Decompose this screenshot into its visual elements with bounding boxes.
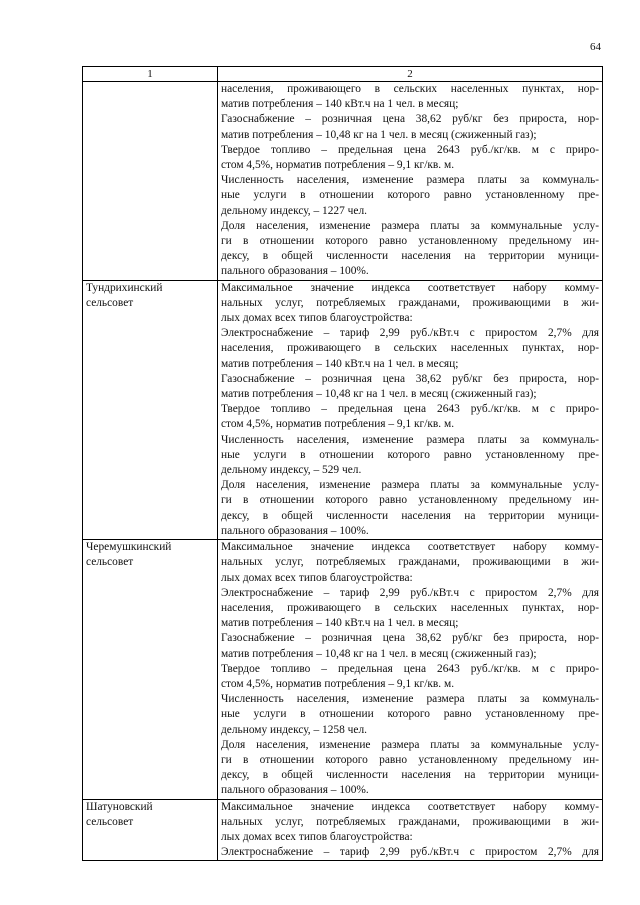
municipality-name-line: сельсовет [86, 556, 134, 569]
text-line: Доля населения, изменение размера платы за коммунальные услу- [221, 738, 599, 751]
description-cell [218, 280, 603, 539]
municipality-name-line: сельсовет [86, 296, 134, 309]
text-line: нальных услуг, потребляемых гражданами, проживающими в жи- [221, 296, 599, 309]
municipality-name-cell [83, 799, 218, 861]
text-line: Электроснабжение – тариф 2,99 руб./кВт.ч с приростом 2,7% для [221, 586, 599, 599]
description-cell [218, 82, 603, 281]
text-line: пального образования – 100%. [221, 265, 369, 278]
text-line: лых домах всех типов благоустройства: [221, 312, 413, 325]
text-line: стом 4,5%, норматив потребления – 9,1 кг/кв. м. [221, 677, 455, 690]
text-line: матив потребления – 140 кВт.ч на 1 чел. в месяц; [221, 357, 459, 370]
document-table [82, 66, 603, 861]
municipality-name-cell [83, 280, 218, 539]
column-header-1: 1 [83, 67, 218, 82]
text-line: Максимальное значение индекса соответствует набору комму- [221, 281, 599, 294]
text-line: Газоснабжение – розничная цена 38,62 руб/кг без прироста, нор- [221, 372, 599, 385]
text-line: пального образования – 100%. [221, 784, 369, 797]
text-line: дексу, в общей численности населения на территории муници- [221, 769, 599, 782]
municipality-name-line: Шатуновский [86, 800, 153, 813]
table-row [83, 540, 603, 799]
municipality-name-line: сельсовет [86, 815, 134, 828]
text-line: Твердое топливо – предельная цена 2643 руб./кг/кв. м с приро- [221, 143, 599, 156]
text-line: Электроснабжение – тариф 2,99 руб./кВт.ч с приростом 2,7% для [221, 846, 599, 859]
text-line: Численность населения, изменение размера платы за коммуналь- [221, 693, 599, 706]
page-number: 64 [590, 41, 601, 53]
text-line: ные услуги в отношении которого равно установленному пре- [221, 448, 599, 461]
text-line: дексу, в общей численности населения на территории муници- [221, 250, 599, 263]
text-line: дексу, в общей численности населения на территории муници- [221, 509, 599, 522]
table-row [83, 799, 603, 861]
text-line: Газоснабжение – розничная цена 38,62 руб/кг без прироста, нор- [221, 113, 599, 126]
text-line: Доля населения, изменение размера платы за коммунальные услу- [221, 479, 599, 492]
text-line: Газоснабжение – розничная цена 38,62 руб/кг без прироста, нор- [221, 632, 599, 645]
text-line: Твердое топливо – предельная цена 2643 руб./кг/кв. м с приро- [221, 662, 599, 675]
description-cell [218, 540, 603, 799]
municipality-name-line: Тундрихинский [86, 281, 163, 294]
text-line: населения, проживающего в сельских населенных пунктах, нор- [221, 342, 599, 355]
text-line: пального образования – 100%. [221, 524, 369, 537]
text-line: дельному индексу, – 1258 чел. [221, 723, 367, 736]
text-line: матив потребления – 10,48 кг на 1 чел. в месяц (сжиженный газ); [221, 128, 537, 141]
text-line: ги в отношении которого равно установленному предельному ин- [221, 235, 599, 248]
text-line: Доля населения, изменение размера платы за коммунальные услу- [221, 219, 599, 232]
text-line: ги в отношении которого равно установленному предельному ин- [221, 494, 599, 507]
text-line: Твердое топливо – предельная цена 2643 руб./кг/кв. м с приро- [221, 403, 599, 416]
municipality-name-cell [83, 540, 218, 799]
text-line: населения, проживающего в сельских населенных пунктах, нор- [221, 83, 599, 95]
description-cell [218, 799, 603, 861]
text-line: лых домах всех типов благоустройства: [221, 830, 413, 843]
text-line: стом 4,5%, норматив потребления – 9,1 кг/кв. м. [221, 159, 455, 172]
text-line: Электроснабжение – тариф 2,99 руб./кВт.ч с приростом 2,7% для [221, 327, 599, 340]
text-line: матив потребления – 10,48 кг на 1 чел. в месяц (сжиженный газ); [221, 647, 537, 660]
table-body [83, 82, 603, 861]
text-line: стом 4,5%, норматив потребления – 9,1 кг/кв. м. [221, 418, 455, 431]
text-line: нальных услуг, потребляемых гражданами, проживающими в жи- [221, 556, 599, 569]
text-line: матив потребления – 140 кВт.ч на 1 чел. в месяц; [221, 98, 459, 111]
text-line: Численность населения, изменение размера платы за коммуналь- [221, 174, 599, 187]
municipality-name-cell [83, 82, 218, 281]
text-line: Максимальное значение индекса соответствует набору комму- [221, 800, 599, 813]
text-line: матив потребления – 10,48 кг на 1 чел. в месяц (сжиженный газ); [221, 388, 537, 401]
text-line: нальных услуг, потребляемых гражданами, проживающими в жи- [221, 815, 599, 828]
text-line: Численность населения, изменение размера платы за коммуналь- [221, 433, 599, 446]
text-line: дельному индексу, – 529 чел. [221, 464, 362, 477]
text-line: матив потребления – 140 кВт.ч на 1 чел. в месяц; [221, 617, 459, 630]
text-line: ные услуги в отношении которого равно установленному пре- [221, 189, 599, 202]
text-line: ные услуги в отношении которого равно установленному пре- [221, 708, 599, 721]
table-header-row [83, 67, 603, 82]
column-header-2: 2 [218, 67, 603, 82]
text-line: ги в отношении которого равно установленному предельному ин- [221, 753, 599, 766]
text-line: Максимальное значение индекса соответствует набору комму- [221, 541, 599, 554]
municipality-name-line: Черемушкинский [86, 541, 172, 554]
table-row [83, 82, 603, 281]
text-line: населения, проживающего в сельских населенных пунктах, нор- [221, 601, 599, 614]
text-line: дельному индексу, – 1227 чел. [221, 204, 367, 217]
text-line: лых домах всех типов благоустройства: [221, 571, 413, 584]
table-row [83, 280, 603, 539]
